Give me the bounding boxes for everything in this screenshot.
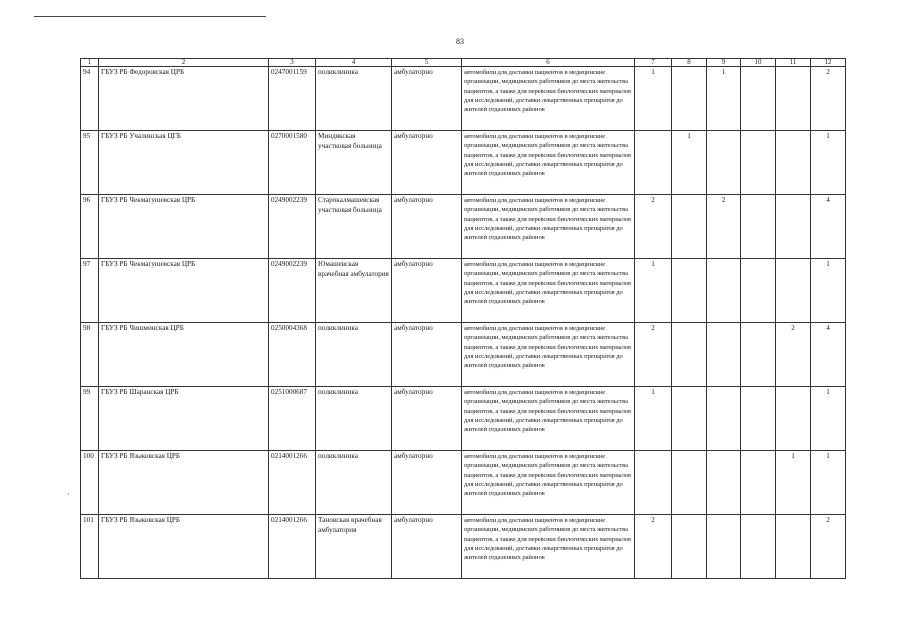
top-rule: [34, 16, 266, 17]
row-number: 98: [81, 323, 99, 387]
institution-code: 0249002239: [269, 195, 316, 259]
vehicle-purpose: автомобили для доставки пациентов в медицинские организации, медицинских работников до места жительства пациентов, а также для перевозки биологических материалов для исследований, доставки лекарственных препаратов до жителей отдаленных районов: [462, 131, 635, 195]
vehicle-purpose: автомобили для доставки пациентов в медицинские организации, медицинских работников до места жительства пациентов, а также для перевозки биологических материалов для исследований, доставки лекарственных препаратов до жителей отдаленных районов: [462, 515, 635, 579]
count-col-8: [672, 259, 707, 323]
register-table: [80, 58, 846, 579]
unit-name: поликлиника: [316, 323, 392, 387]
count-col-12: 1: [811, 131, 846, 195]
page-number: 83: [456, 37, 464, 46]
care-type: амбулаторно: [392, 323, 462, 387]
count-col-8: 1: [672, 131, 707, 195]
count-col-7: 1: [635, 387, 672, 451]
institution-name: ГБУЗ РБ Языковская ЦРБ: [99, 515, 269, 579]
count-col-8: [672, 387, 707, 451]
unit-name: Старокалмашевская участковая больница: [316, 195, 392, 259]
count-col-9: 2: [707, 195, 741, 259]
count-col-12: 4: [811, 195, 846, 259]
column-number: 10: [741, 59, 776, 67]
count-col-7: 1: [635, 67, 672, 131]
unit-name: Тановская врачебная амбулатория: [316, 515, 392, 579]
institution-name: ГБУЗ РБ Чекмагушевская ЦРБ: [99, 259, 269, 323]
count-col-7: 2: [635, 195, 672, 259]
count-col-8: [672, 67, 707, 131]
care-type: амбулаторно: [392, 67, 462, 131]
institution-code: 0247001159: [269, 67, 316, 131]
institution-code: 0214001266: [269, 515, 316, 579]
row-number: 101: [81, 515, 99, 579]
count-col-12: 1: [811, 451, 846, 515]
column-number: 1: [81, 59, 99, 67]
care-type: амбулаторно: [392, 259, 462, 323]
count-col-10: [741, 451, 776, 515]
institution-name: ГБУЗ РБ Шаранская ЦРБ: [99, 387, 269, 451]
count-col-11: [776, 195, 811, 259]
vehicle-purpose: автомобили для доставки пациентов в медицинские организации, медицинских работников до места жительства пациентов, а также для перевозки биологических материалов для исследований, доставки лекарственных препаратов до жителей отдаленных районов: [462, 387, 635, 451]
column-number-row: [81, 59, 846, 67]
count-col-11: [776, 259, 811, 323]
institution-code: 0249002239: [269, 259, 316, 323]
vehicle-purpose: автомобили для доставки пациентов в медицинские организации, медицинских работников до места жительства пациентов, а также для перевозки биологических материалов для исследований, доставки лекарственных препаратов до жителей отдаленных районов: [462, 259, 635, 323]
institution-code: 0251000687: [269, 387, 316, 451]
count-col-12: 4: [811, 323, 846, 387]
institution-name: ГБУЗ РБ Чишминская ЦРБ: [99, 323, 269, 387]
unit-name: Юмашевская врачебная амбулатория: [316, 259, 392, 323]
count-col-12: 1: [811, 259, 846, 323]
table-row: [81, 451, 846, 515]
institution-code: 0270001580: [269, 131, 316, 195]
count-col-8: [672, 515, 707, 579]
care-type: амбулаторно: [392, 515, 462, 579]
count-col-10: [741, 323, 776, 387]
institution-name: ГБУЗ РБ Учалинская ЦГБ: [99, 131, 269, 195]
unit-name: поликлиника: [316, 387, 392, 451]
table-row: [81, 323, 846, 387]
count-col-9: [707, 451, 741, 515]
count-col-10: [741, 515, 776, 579]
unit-name: Миндякская участковая больница: [316, 131, 392, 195]
care-type: амбулаторно: [392, 451, 462, 515]
count-col-10: [741, 259, 776, 323]
count-col-8: [672, 195, 707, 259]
column-number: 6: [462, 59, 635, 67]
institution-code: 0250004368: [269, 323, 316, 387]
row-number: 95: [81, 131, 99, 195]
row-number: 99: [81, 387, 99, 451]
vehicle-purpose: автомобили для доставки пациентов в медицинские организации, медицинских работников до места жительства пациентов, а также для перевозки биологических материалов для исследований, доставки лекарственных препаратов до жителей отдаленных районов: [462, 451, 635, 515]
count-col-10: [741, 387, 776, 451]
count-col-12: 2: [811, 67, 846, 131]
count-col-11: [776, 387, 811, 451]
unit-name: поликлиника: [316, 451, 392, 515]
count-col-9: [707, 323, 741, 387]
column-number: 4: [316, 59, 392, 67]
row-number: 97: [81, 259, 99, 323]
count-col-9: [707, 387, 741, 451]
care-type: амбулаторно: [392, 387, 462, 451]
count-col-9: [707, 131, 741, 195]
institution-name: ГБУЗ РБ Федоровская ЦРБ: [99, 67, 269, 131]
count-col-11: 1: [776, 451, 811, 515]
count-col-7: [635, 451, 672, 515]
column-number: 8: [672, 59, 707, 67]
count-col-7: 1: [635, 259, 672, 323]
vehicle-purpose: автомобили для доставки пациентов в медицинские организации, медицинских работников до места жительства пациентов, а также для перевозки биологических материалов для исследований, доставки лекарственных препаратов до жителей отдаленных районов: [462, 323, 635, 387]
count-col-7: 2: [635, 323, 672, 387]
column-number: 2: [99, 59, 269, 67]
care-type: амбулаторно: [392, 131, 462, 195]
column-number: 9: [707, 59, 741, 67]
institution-name: ГБУЗ РБ Языковская ЦРБ: [99, 451, 269, 515]
table-row: [81, 387, 846, 451]
vehicle-purpose: автомобили для доставки пациентов в медицинские организации, медицинских работников до места жительства пациентов, а также для перевозки биологических материалов для исследований, доставки лекарственных препаратов до жителей отдаленных районов: [462, 195, 635, 259]
row-number: 96: [81, 195, 99, 259]
count-col-7: 2: [635, 515, 672, 579]
count-col-9: [707, 259, 741, 323]
count-col-9: [707, 515, 741, 579]
count-col-9: 1: [707, 67, 741, 131]
margin-mark: ·: [67, 490, 70, 499]
column-number: 12: [811, 59, 846, 67]
column-number: 11: [776, 59, 811, 67]
table-row: [81, 131, 846, 195]
count-col-11: [776, 515, 811, 579]
count-col-7: [635, 131, 672, 195]
count-col-12: 1: [811, 387, 846, 451]
count-col-12: 2: [811, 515, 846, 579]
count-col-11: [776, 67, 811, 131]
table-row: [81, 259, 846, 323]
count-col-8: [672, 451, 707, 515]
table-row: [81, 67, 846, 131]
count-col-10: [741, 131, 776, 195]
row-number: 100: [81, 451, 99, 515]
institution-code: 0214001266: [269, 451, 316, 515]
count-col-10: [741, 195, 776, 259]
table-row: [81, 515, 846, 579]
count-col-11: 2: [776, 323, 811, 387]
count-col-8: [672, 323, 707, 387]
column-number: 7: [635, 59, 672, 67]
vehicle-purpose: автомобили для доставки пациентов в медицинские организации, медицинских работников до места жительства пациентов, а также для перевозки биологических материалов для исследований, доставки лекарственных препаратов до жителей отдаленных районов: [462, 67, 635, 131]
column-number: 5: [392, 59, 462, 67]
unit-name: поликлиника: [316, 67, 392, 131]
care-type: амбулаторно: [392, 195, 462, 259]
institution-name: ГБУЗ РБ Чекмагушевская ЦРБ: [99, 195, 269, 259]
row-number: 94: [81, 67, 99, 131]
count-col-10: [741, 67, 776, 131]
table-row: [81, 195, 846, 259]
column-number: 3: [269, 59, 316, 67]
count-col-11: [776, 131, 811, 195]
